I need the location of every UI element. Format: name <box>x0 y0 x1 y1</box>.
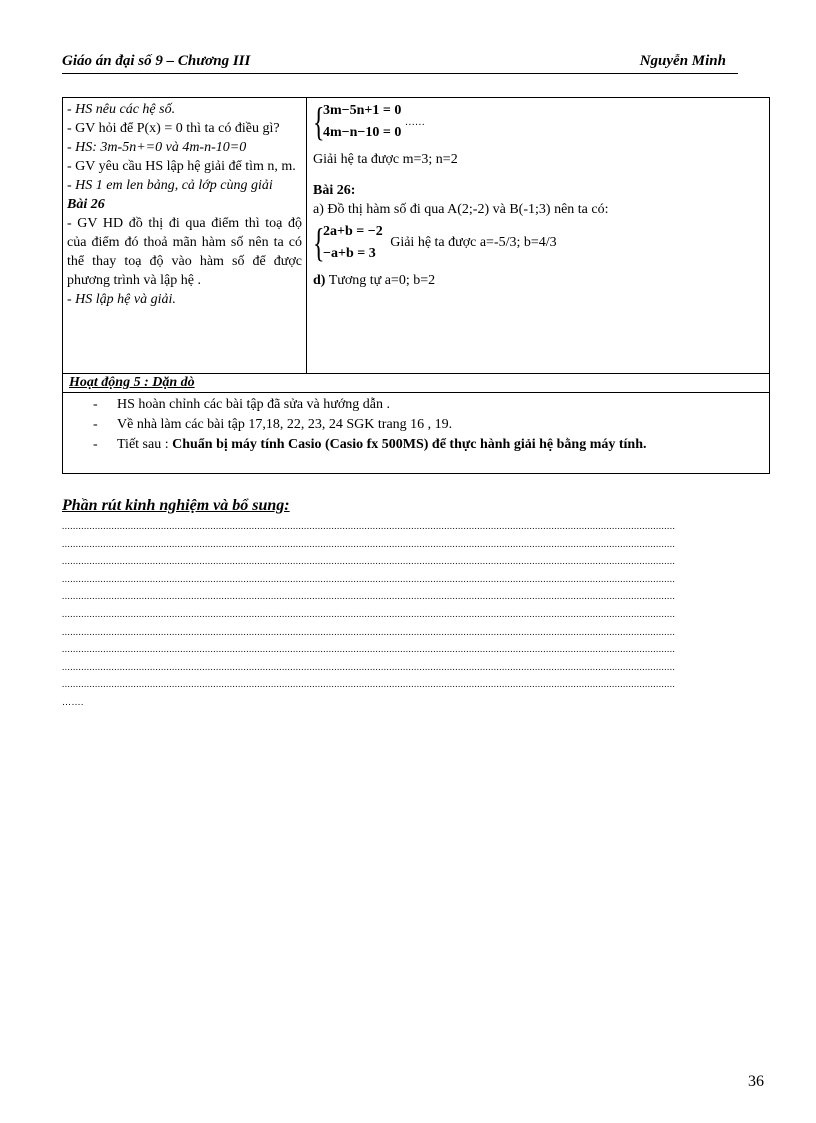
homework-list <box>93 395 753 455</box>
system-1-dots: …… <box>404 116 425 128</box>
equation-system-1 <box>313 100 401 144</box>
row-divider-2 <box>63 392 769 393</box>
system-1-eq-1: 3m−5n+1 = 0 <box>323 103 402 118</box>
dotted-line: ............................................................................................................................................................................................................................... <box>62 556 676 567</box>
header-title: Giáo án đại số 9 – Chương III <box>62 53 251 69</box>
system-2-block <box>313 221 769 265</box>
left-line-4: - GV yêu cầu HS lập hệ giải để tìm n, m. <box>67 159 296 174</box>
part-d-label: d) <box>313 273 326 288</box>
left-line-5: - HS 1 em len bảng, cả lớp cùng giải <box>67 178 273 193</box>
left-line-3: - HS: 3m-5n+=0 và 4m-n-10=0 <box>67 140 247 155</box>
content-column <box>307 98 769 373</box>
experience-lines <box>62 518 768 712</box>
list-item: - HS hoàn chỉnh các bài tập đã sửa và hướng dẫn . <box>93 397 390 412</box>
dotted-line: ............................................................................................................................................................................................................................... <box>62 591 676 602</box>
left-line-6: Bài 26 <box>67 197 105 212</box>
dotted-line: ............................................................................................................................................................................................................................... <box>62 679 676 690</box>
right-line-5 <box>313 271 769 290</box>
dotted-line: ............................................................................................................................................................................................................................... <box>62 573 676 584</box>
teacher-student-column <box>63 98 307 373</box>
left-line-1: - HS nêu các hệ số. <box>67 102 176 117</box>
part-d-text: Tương tự a=0; b=2 <box>325 273 436 288</box>
left-line-7: - GV HD đồ thị đi qua điểm thì toạ độ của điểm đó thoả mãn hàm số nên ta có thể thay toạ độ vào hàm số để được phương trình và lập hệ . <box>67 216 302 288</box>
activity-title: Hoạt động 5 : Dặn dò <box>69 375 195 390</box>
system-1-block <box>313 100 769 146</box>
lesson-table <box>62 97 770 474</box>
right-line-2: Bài 26: <box>313 183 356 198</box>
equation-system-2 <box>313 221 383 265</box>
right-line-1: Giải hệ ta được m=3; n=2 <box>313 152 458 167</box>
brace-icon: { <box>313 220 325 265</box>
dotted-line: ............................................................................................................................................................................................................................... <box>62 661 676 672</box>
experience-section-title: Phần rút kinh nghiệm và bổ sung: <box>62 497 290 514</box>
page-number: 36 <box>748 1073 764 1090</box>
header-author: Nguyễn Minh <box>639 53 726 69</box>
left-line-8: - HS lập hệ và giải. <box>67 292 176 307</box>
dotted-line: ............................................................................................................................................................................................................................... <box>62 608 676 619</box>
page-header <box>62 52 738 74</box>
list-item: - Tiết sau : Chuẩn bị máy tính Casio (Casio fx 500MS) để thực hành giải hệ bằng máy tính. <box>93 437 647 452</box>
dotted-line-last: ……. <box>62 696 84 707</box>
dotted-line: ............................................................................................................................................................................................................................... <box>62 521 676 531</box>
system-2-solution: Giải hệ ta được a=-5/3; b=4/3 <box>390 235 557 250</box>
right-line-3: a) Đồ thị hàm số đi qua A(2;-2) và B(-1;3) nên ta có: <box>313 202 609 217</box>
dotted-line: ............................................................................................................................................................................................................................... <box>62 626 676 637</box>
dotted-line: ............................................................................................................................................................................................................................... <box>62 538 676 549</box>
list-item: - Về nhà làm các bài tập 17,18, 22, 23, 24 SGK trang 16 , 19. <box>93 417 453 432</box>
dotted-line: ............................................................................................................................................................................................................................... <box>62 644 676 655</box>
system-2-eq-2: −a+b = 3 <box>323 246 376 261</box>
brace-icon: { <box>313 99 325 144</box>
system-2-eq-1: 2a+b = −2 <box>323 224 383 239</box>
left-line-2: - GV hỏi để P(x) = 0 thì ta có điều gì? <box>67 121 280 136</box>
system-1-eq-2: 4m−n−10 = 0 <box>323 125 402 140</box>
